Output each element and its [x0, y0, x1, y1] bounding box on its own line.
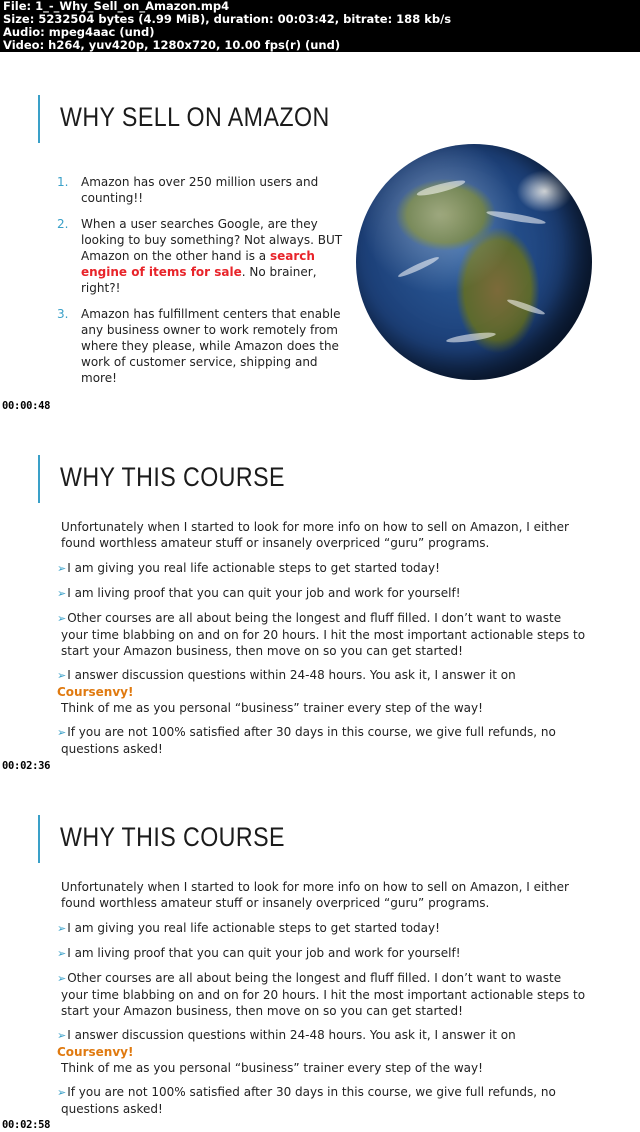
timestamp: 00:00:48 — [2, 400, 51, 412]
list-text-end: . No brainer, right?! — [81, 265, 317, 295]
bullet-list — [57, 920, 587, 1125]
bullet-item — [57, 970, 587, 1019]
bullet-item — [57, 585, 587, 602]
slide-title: WHY SELL ON AMAZON — [60, 102, 330, 132]
bullet-text: I am living proof that you can quit your job and work for yourself! — [67, 586, 461, 600]
list-item — [57, 174, 357, 206]
list-number: 2. — [57, 217, 69, 231]
arrow-bullet-icon: ➢ — [57, 1086, 67, 1099]
bullet-text-continued: questions asked! — [61, 1102, 163, 1116]
bullet-text: I am giving you real life actionable steps to get started today! — [67, 561, 440, 575]
arrow-bullet-icon: ➢ — [57, 972, 67, 985]
bullet-text-continued: your time blabbing on and on for 20 hours. I hit the most important actionable steps to start your Amazon business, then move on so you can get started! — [61, 988, 586, 1018]
file-size: Size: 5232504 bytes (4.99 MiB), duration: 00:03:42, bitrate: 188 kb/s — [3, 12, 452, 26]
video-info: Video: h264, yuv420p, 1280x720, 10.00 fps(r) (und) — [3, 38, 341, 52]
bullet-text: Other courses are all about being the longest and fluff filled. I don’t want to waste — [67, 971, 562, 985]
bullet-item — [57, 1084, 587, 1117]
bullet-text: Other courses are all about being the longest and fluff filled. I don’t want to waste — [67, 611, 562, 625]
list-number: 1. — [57, 175, 69, 189]
bullet-text: If you are not 100% satisfied after 30 days in this course, we give full refunds, no — [67, 725, 556, 739]
bullet-text-continued: Think of me as you personal “business” trainer every step of the way! — [61, 701, 483, 715]
list-item — [57, 216, 357, 296]
title-accent-bar — [38, 455, 40, 503]
bullet-text-continued: questions asked! — [61, 742, 163, 756]
bullet-item — [57, 945, 587, 962]
bullet-item — [57, 920, 587, 937]
timestamp: 00:02:36 — [2, 760, 51, 772]
brand-name: Coursenvy! — [57, 1045, 134, 1059]
slide-why-this-course-repeat — [0, 772, 640, 1132]
list-number: 3. — [57, 307, 69, 321]
cloud-streak — [446, 331, 496, 345]
cloud-streak — [486, 209, 546, 226]
bullet-text: I answer discussion questions within 24-48 hours. You ask it, I answer it on — [67, 668, 516, 682]
arrow-bullet-icon: ➢ — [57, 947, 67, 960]
arrow-bullet-icon: ➢ — [57, 587, 67, 600]
slide-why-this-course — [0, 412, 640, 772]
bullet-item — [57, 1027, 587, 1076]
arrow-bullet-icon: ➢ — [57, 669, 67, 682]
title-accent-bar — [38, 815, 40, 863]
intro-paragraph: Unfortunately when I started to look for more info on how to sell on Amazon, I either found worthless amateur stuff or insanely overpriced “guru” programs. — [61, 880, 569, 910]
bullet-text: I am giving you real life actionable steps to get started today! — [67, 921, 440, 935]
bullet-text: I answer discussion questions within 24-48 hours. You ask it, I answer it on — [67, 1028, 516, 1042]
bullet-item — [57, 560, 587, 577]
arrow-bullet-icon: ➢ — [57, 562, 67, 575]
cloud-streak — [506, 297, 546, 316]
slide-title: WHY THIS COURSE — [60, 462, 285, 492]
list-item — [57, 306, 357, 386]
cloud-streak — [416, 178, 466, 199]
audio-info: Audio: mpeg4aac (und) — [3, 25, 155, 39]
bullet-text: If you are not 100% satisfied after 30 days in this course, we give full refunds, no — [67, 1085, 556, 1099]
timestamp: 00:02:58 — [2, 1119, 51, 1131]
earth-globe-image — [356, 144, 592, 380]
numbered-list — [57, 174, 357, 396]
cloud-streak — [397, 255, 440, 279]
arrow-bullet-icon: ➢ — [57, 1029, 67, 1042]
list-text: When a user searches Google, are they looking to buy something? Not always. BUT Amazon on the other hand is a — [81, 217, 343, 263]
bullet-list — [57, 560, 587, 765]
bullet-text-continued: your time blabbing on and on for 20 hours. I hit the most important actionable steps to start your Amazon business, then move on so you can get started! — [61, 628, 586, 658]
list-text: Amazon has over 250 million users and counting!! — [81, 175, 319, 205]
list-text: Amazon has fulfillment centers that enable any business owner to work remotely from where they please, while Amazon does the work of customer service, shipping and more! — [81, 307, 341, 385]
bullet-text-continued: Think of me as you personal “business” trainer every step of the way! — [61, 1061, 483, 1075]
arrow-bullet-icon: ➢ — [57, 612, 67, 625]
highlight-text: search engine of items for sale — [81, 249, 315, 279]
arrow-bullet-icon: ➢ — [57, 922, 67, 935]
arrow-bullet-icon: ➢ — [57, 726, 67, 739]
video-info-header — [0, 0, 640, 52]
intro-paragraph: Unfortunately when I started to look for more info on how to sell on Amazon, I either found worthless amateur stuff or insanely overpriced “guru” programs. — [61, 520, 569, 550]
brand-name: Coursenvy! — [57, 685, 134, 699]
slide-title: WHY THIS COURSE — [60, 822, 285, 852]
bullet-item — [57, 667, 587, 716]
slide-why-sell-on-amazon — [0, 52, 640, 412]
title-accent-bar — [38, 95, 40, 143]
file-name: File: 1_-_Why_Sell_on_Amazon.mp4 — [3, 0, 230, 13]
bullet-item — [57, 724, 587, 757]
bullet-text: I am living proof that you can quit your job and work for yourself! — [67, 946, 461, 960]
bullet-item — [57, 610, 587, 659]
